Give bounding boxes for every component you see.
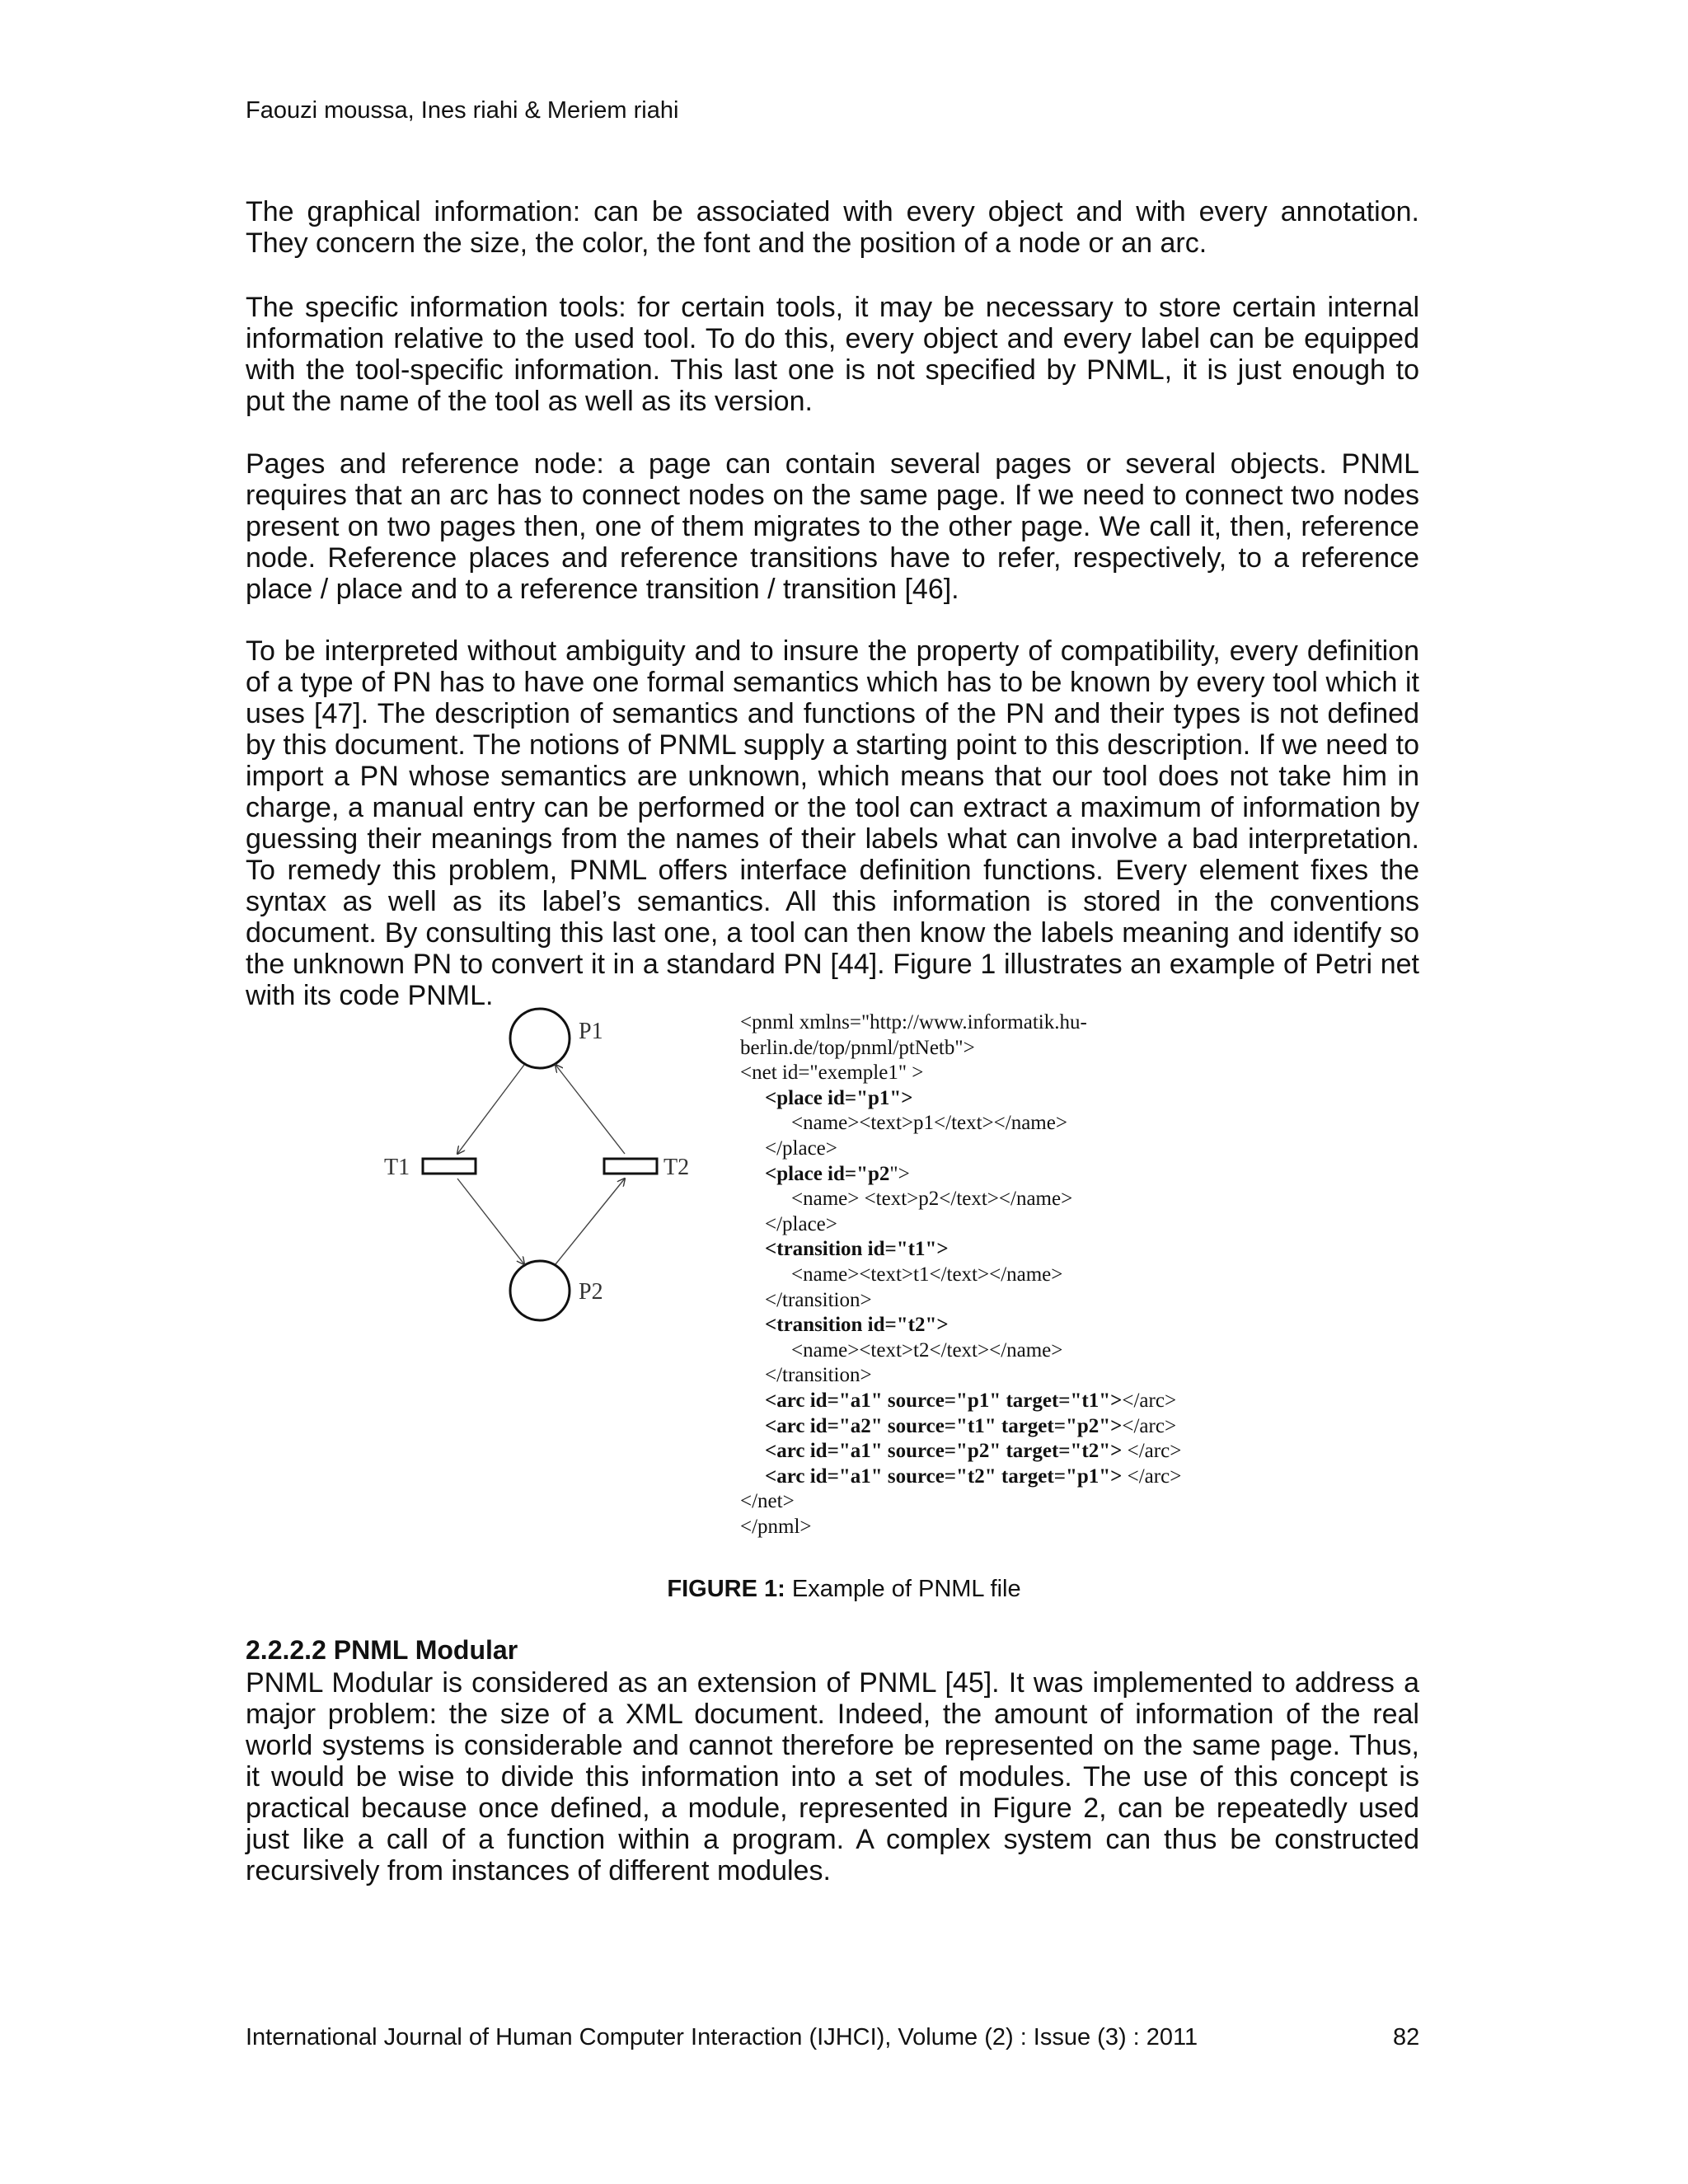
code-line: <net id="exemple1" > — [740, 1062, 924, 1085]
code-line: </transition> — [765, 1288, 872, 1311]
code-line: </place> — [765, 1137, 837, 1160]
place-p1 — [510, 1009, 570, 1068]
arc-p1-t1 — [457, 1065, 524, 1154]
section-heading: 2.2.2.2 PNML Modular — [246, 1635, 518, 1665]
code-line: <arc id="a1" source="p2" target="t2"> </arc> — [765, 1440, 1182, 1463]
figure-caption — [0, 1576, 1688, 1603]
code-line: <name><text>p1</text></name> — [791, 1112, 1067, 1135]
paragraph-specific-information-tools: The specific information tools: for certain tools, it may be necessary to store certain internal information relative to the used tool. To do this, every object and every label can be equipped with the tool-specific information. This last one is not specified by PNML, it is just enough to put the name of the tool as well as its version. — [246, 292, 1419, 417]
place-p2 — [510, 1261, 570, 1320]
code-line: <name><text>t1</text></name> — [791, 1263, 1063, 1286]
code-line: berlin.de/top/pnml/ptNetb"> — [740, 1036, 975, 1059]
code-line: <arc id="a2" source="t1" target="p2"></arc> — [765, 1414, 1177, 1437]
code-line: <name> <text>p2</text></name> — [791, 1188, 1073, 1211]
code-line: <arc id="a1" source="t2" target="p1"> </arc> — [765, 1465, 1182, 1488]
code-line: </pnml> — [740, 1515, 812, 1538]
paragraph-pnml-modular: PNML Modular is considered as an extension of PNML [45]. It was implemented to address a major problem: the size of a XML document. Indeed, the amount of information of the real world systems is considerable and cannot therefore be represented on the same page. Thus, it would be wise to divide this information into a set of modules. The use of this concept is practical because once defined, a module, represented in Figure 2, can be repeatedly used just like a call of a function within a program. A complex system can thus be constructed recursively from instances of different modules. — [246, 1667, 1419, 1886]
code-line: </net> — [740, 1490, 795, 1513]
transition-t1 — [423, 1159, 476, 1174]
caption-text: Example of PNML file — [785, 1576, 1021, 1602]
code-line: <pnml xmlns="http://www.informatik.hu- — [740, 1011, 1087, 1033]
code-line: <transition id="t1"> — [765, 1238, 949, 1261]
page-number: 82 — [1393, 2024, 1420, 2050]
running-header: Faouzi moussa, Ines riahi & Meriem riahi — [246, 97, 679, 124]
arc-t1-p2 — [457, 1179, 524, 1264]
petri-net-diagram — [363, 1005, 725, 1360]
code-line: <name><text>t2</text></name> — [791, 1338, 1063, 1361]
caption-label: FIGURE 1: — [667, 1576, 785, 1602]
arc-t2-p1 — [556, 1065, 625, 1154]
pnml-code-listing — [740, 1010, 1251, 1540]
transition-t2 — [604, 1159, 657, 1174]
code-line: <place id="p1"> — [765, 1086, 913, 1109]
label-p2: P2 — [579, 1279, 603, 1305]
journal-footer: International Journal of Human Computer Interaction (IJHCI), Volume (2) : Issue (3) : 2011 — [246, 2024, 1198, 2050]
arc-p2-t2 — [556, 1179, 625, 1264]
code-line: </transition> — [765, 1364, 872, 1387]
paragraph-pages-reference-node: Pages and reference node: a page can contain several pages or several objects. PNML requires that an arc has to connect nodes on the same page. If we need to connect two nodes present on two pages then, one of them migrates to the other page. We call it, then, reference node. Reference places and reference transitions have to refer, respectively, to a reference place / place and to a reference transition / transition [46]. — [246, 448, 1419, 605]
code-line: <arc id="a1" source="p1" target="t1"></arc> — [765, 1389, 1177, 1412]
code-line: <transition id="t2"> — [765, 1314, 949, 1337]
label-t1: T1 — [384, 1155, 410, 1180]
code-line: </place> — [765, 1212, 837, 1235]
code-line: <place id="p2"> — [765, 1162, 910, 1185]
label-t2: T2 — [663, 1155, 690, 1180]
label-p1: P1 — [579, 1019, 603, 1044]
paragraph-graphical-information: The graphical information: can be associated with every object and with every annotation. They concern the size, the color, the font and the position of a node or an arc. — [246, 196, 1419, 259]
paragraph-interpretation: To be interpreted without ambiguity and to insure the property of compatibility, every definition of a type of PN has to have one formal semantics which has to be known by every tool which it uses [47]. The description of semantics and functions of the PN and their types is not defined by this document. The notions of PNML supply a starting point to this description. If we need to import a PN whose semantics are unknown, which means that our tool does not take him in charge, a manual entry can be performed or the tool can extract a maximum of information by guessing their meanings from the names of their labels what can involve a bad interpretation. To remedy this problem, PNML offers interface definition functions. Every element fixes the syntax as well as its label’s semantics. All this information is stored in the conventions document. By consulting this last one, a tool can then know the labels meaning and identify so the unknown PN to convert it in a standard PN [44]. Figure 1 illustrates an example of Petri net with its code PNML. — [246, 635, 1419, 1011]
